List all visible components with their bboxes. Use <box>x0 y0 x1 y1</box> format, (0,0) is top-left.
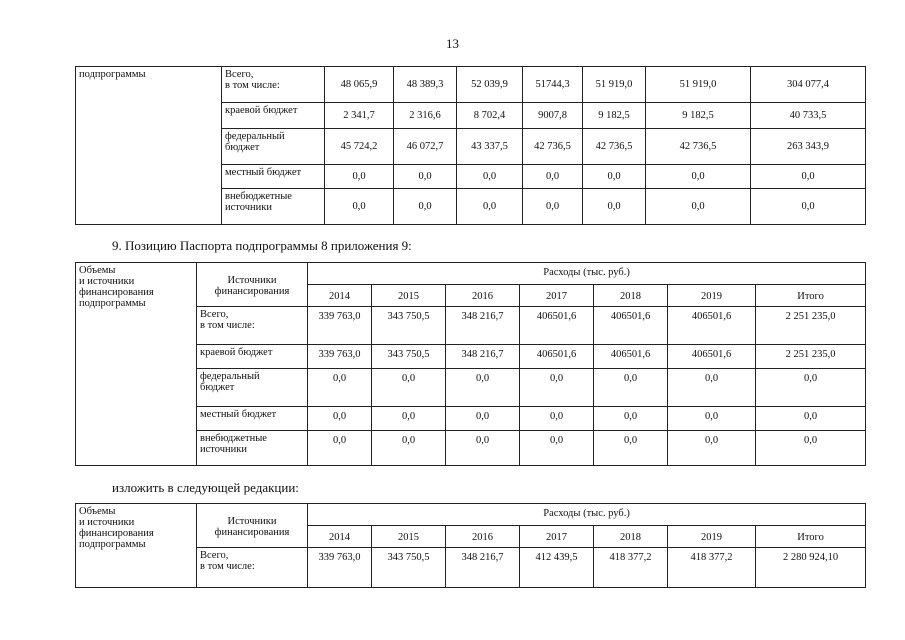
value-cell: 348 216,7 <box>446 345 520 369</box>
value-cell: 0,0 <box>457 189 523 225</box>
value-cell: 0,0 <box>751 165 866 189</box>
passport-table-new <box>75 503 866 588</box>
value-cell: 0,0 <box>446 369 520 407</box>
year-header: 2016 <box>446 526 520 548</box>
table-body <box>76 504 866 588</box>
header-row <box>76 504 866 526</box>
value-cell: 42 736,5 <box>523 129 583 165</box>
year-header: Итого <box>756 526 866 548</box>
value-cell: 0,0 <box>668 369 756 407</box>
source-cell: Всего, в том числе: <box>197 307 308 345</box>
value-cell: 418 377,2 <box>668 548 756 588</box>
value-cell: 9 182,5 <box>583 103 646 129</box>
table-body <box>76 67 866 225</box>
value-cell: 0,0 <box>457 165 523 189</box>
value-cell: 0,0 <box>308 369 372 407</box>
value-cell: 8 702,4 <box>457 103 523 129</box>
source-cell: краевой бюджет <box>197 345 308 369</box>
page-number: 13 <box>446 36 459 51</box>
value-cell: 406501,6 <box>594 345 668 369</box>
value-cell: 343 750,5 <box>372 307 446 345</box>
value-cell: 0,0 <box>325 189 394 225</box>
value-cell: 52 039,9 <box>457 67 523 103</box>
year-header: 2017 <box>520 526 594 548</box>
value-cell: 51 919,0 <box>583 67 646 103</box>
source-cell: местный бюджет <box>197 407 308 431</box>
value-cell: 9007,8 <box>523 103 583 129</box>
value-cell: 0,0 <box>446 407 520 431</box>
year-header: 2019 <box>668 526 756 548</box>
paragraph-position-9: 9. Позицию Паспорта подпрограммы 8 приложения 9: <box>112 238 412 253</box>
year-header: 2018 <box>594 285 668 307</box>
year-header: 2018 <box>594 526 668 548</box>
value-cell: 42 736,5 <box>646 129 751 165</box>
value-cell: 0,0 <box>372 431 446 466</box>
value-cell: 40 733,5 <box>751 103 866 129</box>
value-cell: 0,0 <box>308 431 372 466</box>
value-cell: 0,0 <box>372 369 446 407</box>
value-cell: 0,0 <box>594 431 668 466</box>
value-cell: 0,0 <box>523 165 583 189</box>
source-cell: внебюджетные источники <box>222 189 325 225</box>
expenses-header: Расходы (тыс. руб.) <box>308 263 866 285</box>
value-cell: 2 251 235,0 <box>756 307 866 345</box>
value-cell: 0,0 <box>325 165 394 189</box>
value-cell: 2 251 235,0 <box>756 345 866 369</box>
value-cell: 51744,3 <box>523 67 583 103</box>
expenses-header: Расходы (тыс. руб.) <box>308 504 866 526</box>
value-cell: 2 316,6 <box>394 103 457 129</box>
source-cell: федеральный бюджет <box>222 129 325 165</box>
source-cell: краевой бюджет <box>222 103 325 129</box>
value-cell: 46 072,7 <box>394 129 457 165</box>
source-cell: Всего, в том числе: <box>197 548 308 588</box>
value-cell: 0,0 <box>520 407 594 431</box>
table-row <box>76 67 866 103</box>
value-cell: 0,0 <box>756 431 866 466</box>
year-header: 2015 <box>372 285 446 307</box>
value-cell: 0,0 <box>756 407 866 431</box>
value-cell: 406501,6 <box>520 345 594 369</box>
value-cell: 406501,6 <box>594 307 668 345</box>
year-header: 2019 <box>668 285 756 307</box>
value-cell: 0,0 <box>668 407 756 431</box>
value-cell: 0,0 <box>594 369 668 407</box>
year-header: Итого <box>756 285 866 307</box>
left-label-cell: Объемы и источники финансирования подпрограммы <box>76 504 197 588</box>
value-cell: 51 919,0 <box>646 67 751 103</box>
value-cell: 0,0 <box>372 407 446 431</box>
value-cell: 48 389,3 <box>394 67 457 103</box>
value-cell: 418 377,2 <box>594 548 668 588</box>
value-cell: 348 216,7 <box>446 307 520 345</box>
value-cell: 0,0 <box>668 431 756 466</box>
value-cell: 48 065,9 <box>325 67 394 103</box>
value-cell: 0,0 <box>751 189 866 225</box>
year-header: 2015 <box>372 526 446 548</box>
value-cell: 0,0 <box>583 189 646 225</box>
sources-header: Источники финансирования <box>197 263 308 307</box>
year-header: 2014 <box>308 285 372 307</box>
source-cell: Всего, в том числе: <box>222 67 325 103</box>
value-cell: 0,0 <box>646 165 751 189</box>
value-cell: 42 736,5 <box>583 129 646 165</box>
value-cell: 0,0 <box>583 165 646 189</box>
header-row <box>76 263 866 285</box>
value-cell: 0,0 <box>594 407 668 431</box>
year-header: 2017 <box>520 285 594 307</box>
value-cell: 348 216,7 <box>446 548 520 588</box>
value-cell: 0,0 <box>523 189 583 225</box>
value-cell: 343 750,5 <box>372 548 446 588</box>
value-cell: 412 439,5 <box>520 548 594 588</box>
value-cell: 0,0 <box>394 165 457 189</box>
value-cell: 263 343,9 <box>751 129 866 165</box>
sources-header: Источники финансирования <box>197 504 308 548</box>
left-label-cell: подпрограммы <box>76 67 222 225</box>
table-body <box>76 263 866 466</box>
paragraph-new-edition: изложить в следующей редакции: <box>112 480 299 495</box>
year-header: 2016 <box>446 285 520 307</box>
value-cell: 2 280 924,10 <box>756 548 866 588</box>
value-cell: 0,0 <box>394 189 457 225</box>
source-cell: местный бюджет <box>222 165 325 189</box>
value-cell: 2 341,7 <box>325 103 394 129</box>
source-cell: федеральный бюджет <box>197 369 308 407</box>
value-cell: 0,0 <box>756 369 866 407</box>
value-cell: 0,0 <box>646 189 751 225</box>
value-cell: 406501,6 <box>668 345 756 369</box>
passport-table-old <box>75 262 866 466</box>
value-cell: 339 763,0 <box>308 307 372 345</box>
value-cell: 304 077,4 <box>751 67 866 103</box>
value-cell: 343 750,5 <box>372 345 446 369</box>
value-cell: 339 763,0 <box>308 548 372 588</box>
value-cell: 0,0 <box>308 407 372 431</box>
value-cell: 406501,6 <box>668 307 756 345</box>
value-cell: 0,0 <box>446 431 520 466</box>
value-cell: 43 337,5 <box>457 129 523 165</box>
value-cell: 45 724,2 <box>325 129 394 165</box>
financing-table-continuation <box>75 66 866 225</box>
value-cell: 9 182,5 <box>646 103 751 129</box>
value-cell: 0,0 <box>520 431 594 466</box>
left-label-cell: Объемы и источники финансирования подпрограммы <box>76 263 197 466</box>
year-header: 2014 <box>308 526 372 548</box>
value-cell: 406501,6 <box>520 307 594 345</box>
source-cell: внебюджетные источники <box>197 431 308 466</box>
value-cell: 339 763,0 <box>308 345 372 369</box>
value-cell: 0,0 <box>520 369 594 407</box>
